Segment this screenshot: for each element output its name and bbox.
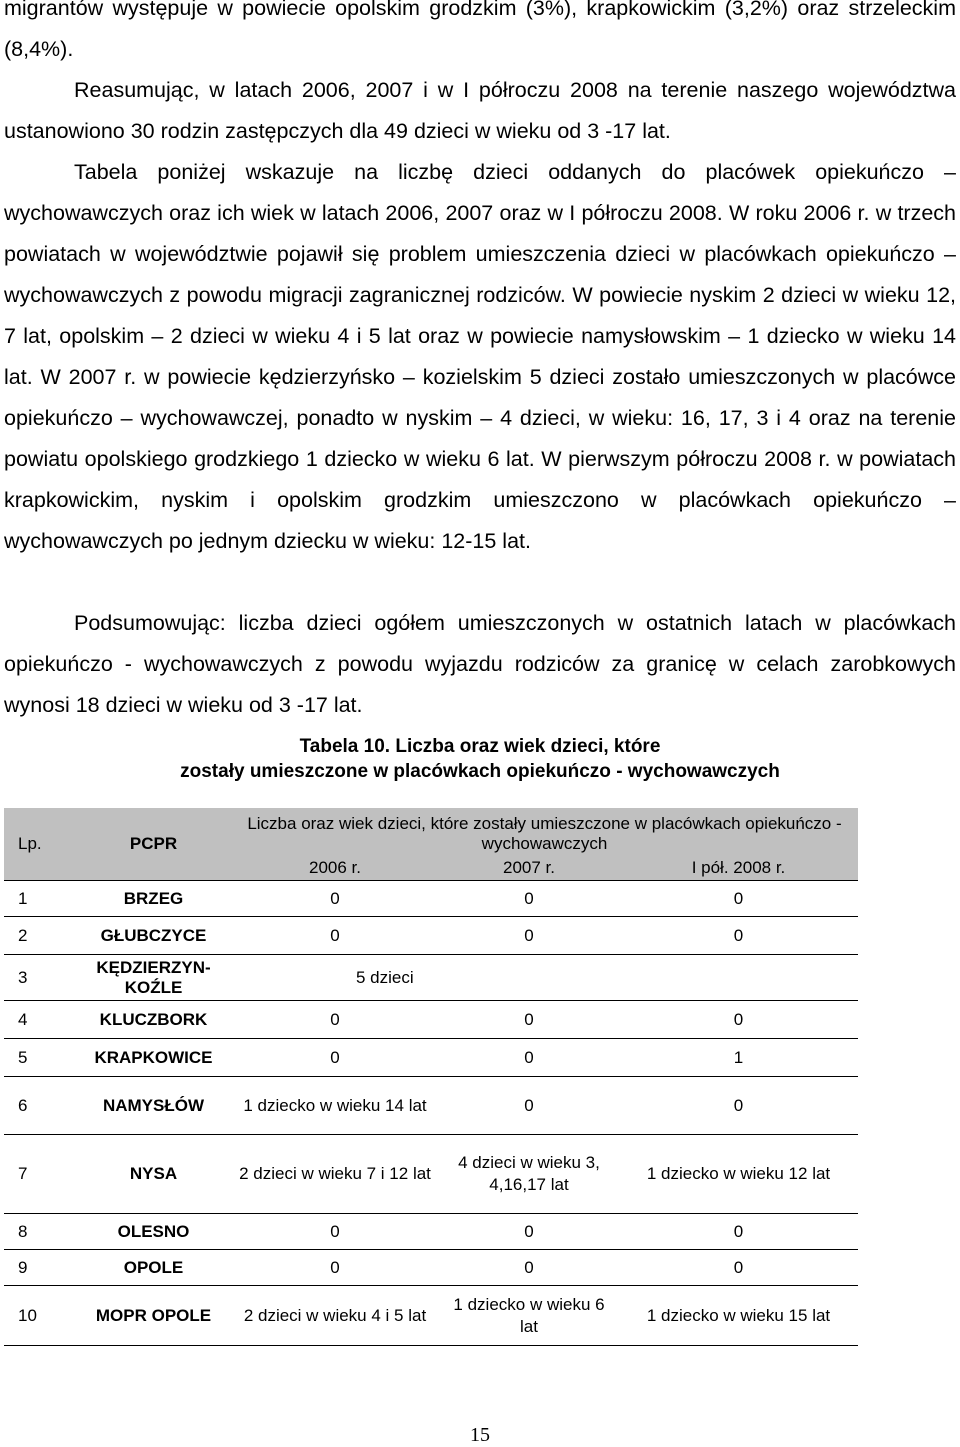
row-pcpr-name: KRAPKOWICE	[76, 1039, 231, 1077]
table-row	[4, 1135, 858, 1214]
paragraph-conclusion: Podsumowując: liczba dzieci ogółem umieszczonych w ostatnich latach w placówkach opiekuńczo - wychowawczych z powodu wyjazdu rodziców za granicę w celach zarobkowych wynosi 18 dzieci w wieku od 3 -17 lat.	[4, 611, 956, 717]
row-value-2006: 0	[231, 1001, 439, 1039]
row-pcpr-name: KLUCZBORK	[76, 1001, 231, 1039]
row-value-2008: 0	[619, 881, 858, 917]
row-pcpr-name: NYSA	[76, 1135, 231, 1214]
row-pcpr-name: BRZEG	[76, 881, 231, 917]
paragraph-migrants: migrantów występuje w powiecie opolskim grodzkim (3%), krapkowickim (3,2%) oraz strzeleckim (8,4%).	[4, 0, 956, 61]
row-value-2006: 2 dzieci w wieku 7 i 12 lat	[231, 1135, 439, 1214]
header-lp: Lp.	[4, 808, 76, 881]
table-caption-line-1: Tabela 10. Liczba oraz wiek dzieci, które	[299, 736, 661, 757]
table-row	[4, 881, 858, 917]
row-pcpr-name: GŁUBCZYCE	[76, 917, 231, 955]
row-pcpr-name: NAMYSŁÓW	[76, 1077, 231, 1135]
paragraph-summary-foster: Reasumując, w latach 2006, 2007 i w I półroczu 2008 na terenie naszego województwa ustanowiono 30 rodzin zastępczych dla 49 dzieci w wieku od 3 -17 lat.	[4, 78, 956, 143]
row-lp: 8	[4, 1214, 76, 1250]
row-value-2007: 0	[439, 1039, 619, 1077]
table-header-row	[4, 808, 858, 856]
header-year-2006: 2006 r.	[231, 856, 439, 881]
table-row	[4, 1286, 858, 1346]
table-row	[4, 1039, 858, 1077]
row-value-2006: 0	[231, 917, 439, 955]
row-value-2007: 0	[439, 1214, 619, 1250]
row-value-2007: 1 dziecko w wieku 6 lat	[439, 1286, 619, 1346]
row-lp: 6	[4, 1077, 76, 1135]
row-pcpr-name: OLESNO	[76, 1214, 231, 1250]
row-value-2007: 0	[439, 1250, 619, 1286]
table-row	[4, 1001, 858, 1039]
children-placement-table	[4, 808, 858, 1346]
row-value-2007: 0	[439, 917, 619, 955]
table-row	[4, 1250, 858, 1286]
row-value-2007: 0	[439, 1077, 619, 1135]
row-value-2007: 0	[439, 881, 619, 917]
row-value-2007: 4 dzieci w wieku 3, 4,16,17 lat	[439, 1135, 619, 1214]
table-row	[4, 1077, 858, 1135]
header-year-2008: I pół. 2008 r.	[619, 856, 858, 881]
row-value-2006: 0	[231, 1214, 439, 1250]
row-value-2008: 1	[619, 1039, 858, 1077]
row-value-2006: 0	[231, 1039, 439, 1077]
row-value-2006: 2 dzieci w wieku 4 i 5 lat	[231, 1286, 439, 1346]
row-pcpr-name: KĘDZIERZYN-KOŹLE	[76, 955, 231, 1001]
row-pcpr-name: MOPR OPOLE	[76, 1286, 231, 1346]
row-lp: 10	[4, 1286, 76, 1346]
table-row	[4, 917, 858, 955]
header-year-2007: 2007 r.	[439, 856, 619, 881]
row-lp: 4	[4, 1001, 76, 1039]
row-lp: 3	[4, 955, 76, 1001]
table-row	[4, 955, 858, 1001]
row-value-2008: 0	[619, 1214, 858, 1250]
row-lp: 5	[4, 1039, 76, 1077]
row-lp: 2	[4, 917, 76, 955]
row-value-2006: 1 dziecko w wieku 14 lat	[231, 1077, 439, 1135]
row-merged-value: 5 dzieci	[231, 955, 858, 1001]
header-group: Liczba oraz wiek dzieci, które zostały umieszczone w placówkach opiekuńczo - wychowawczych	[247, 814, 842, 853]
row-lp: 9	[4, 1250, 76, 1286]
row-value-2006: 0	[231, 881, 439, 917]
row-value-2008: 1 dziecko w wieku 15 lat	[619, 1286, 858, 1346]
table-row	[4, 1214, 858, 1250]
row-value-2008: 0	[619, 1250, 858, 1286]
row-lp: 7	[4, 1135, 76, 1214]
row-value-2007: 0	[439, 1001, 619, 1039]
header-pcpr: PCPR	[76, 808, 231, 881]
row-value-2008: 0	[619, 1001, 858, 1039]
row-value-2008: 0	[619, 917, 858, 955]
row-value-2008: 0	[619, 1077, 858, 1135]
row-pcpr-name: OPOLE	[76, 1250, 231, 1286]
row-value-2006: 0	[231, 1250, 439, 1286]
row-value-2008: 1 dziecko w wieku 12 lat	[619, 1135, 858, 1214]
paragraph-table-intro: Tabela poniżej wskazuje na liczbę dzieci oddanych do placówek opiekuńczo – wychowawczych oraz ich wiek w latach 2006, 2007 oraz w I półroczu 2008. W roku 2006 r. w trzech powiatach w województwie pojawił się problem umieszczenia dzieci w placówkach opiekuńczo – wychowawczych z powodu migracji zagranicznej rodziców. W powiecie nyskim 2 dzieci w wieku 12, 7 lat, opolskim – 2 dzieci w wieku 4 i 5 lat oraz w powiecie namysłowskim – 1 dziecko w wieku 14 lat. W 2007 r. w powiecie kędzierzyńsko – kozielskim 5 dzieci zostało umieszczonych w placówce opiekuńczo – wychowawczej, ponadto w nyskim – 4 dzieci, w wieku: 16, 17, 3 i 4 oraz na terenie powiatu opolskiego grodzkiego 1 dziecko w wieku 6 lat. W pierwszym półroczu 2008 r. w powiatach krapkowickim, nyskim i opolskim grodzkim umieszczono w placówkach opiekuńczo – wychowawczych po jednym dziecku w wieku: 12-15 lat.	[4, 160, 956, 553]
table-caption-line-2: zostały umieszczone w placówkach opiekuńczo - wychowawczych	[180, 761, 780, 782]
page-number: 15	[470, 1424, 490, 1446]
row-lp: 1	[4, 881, 76, 917]
